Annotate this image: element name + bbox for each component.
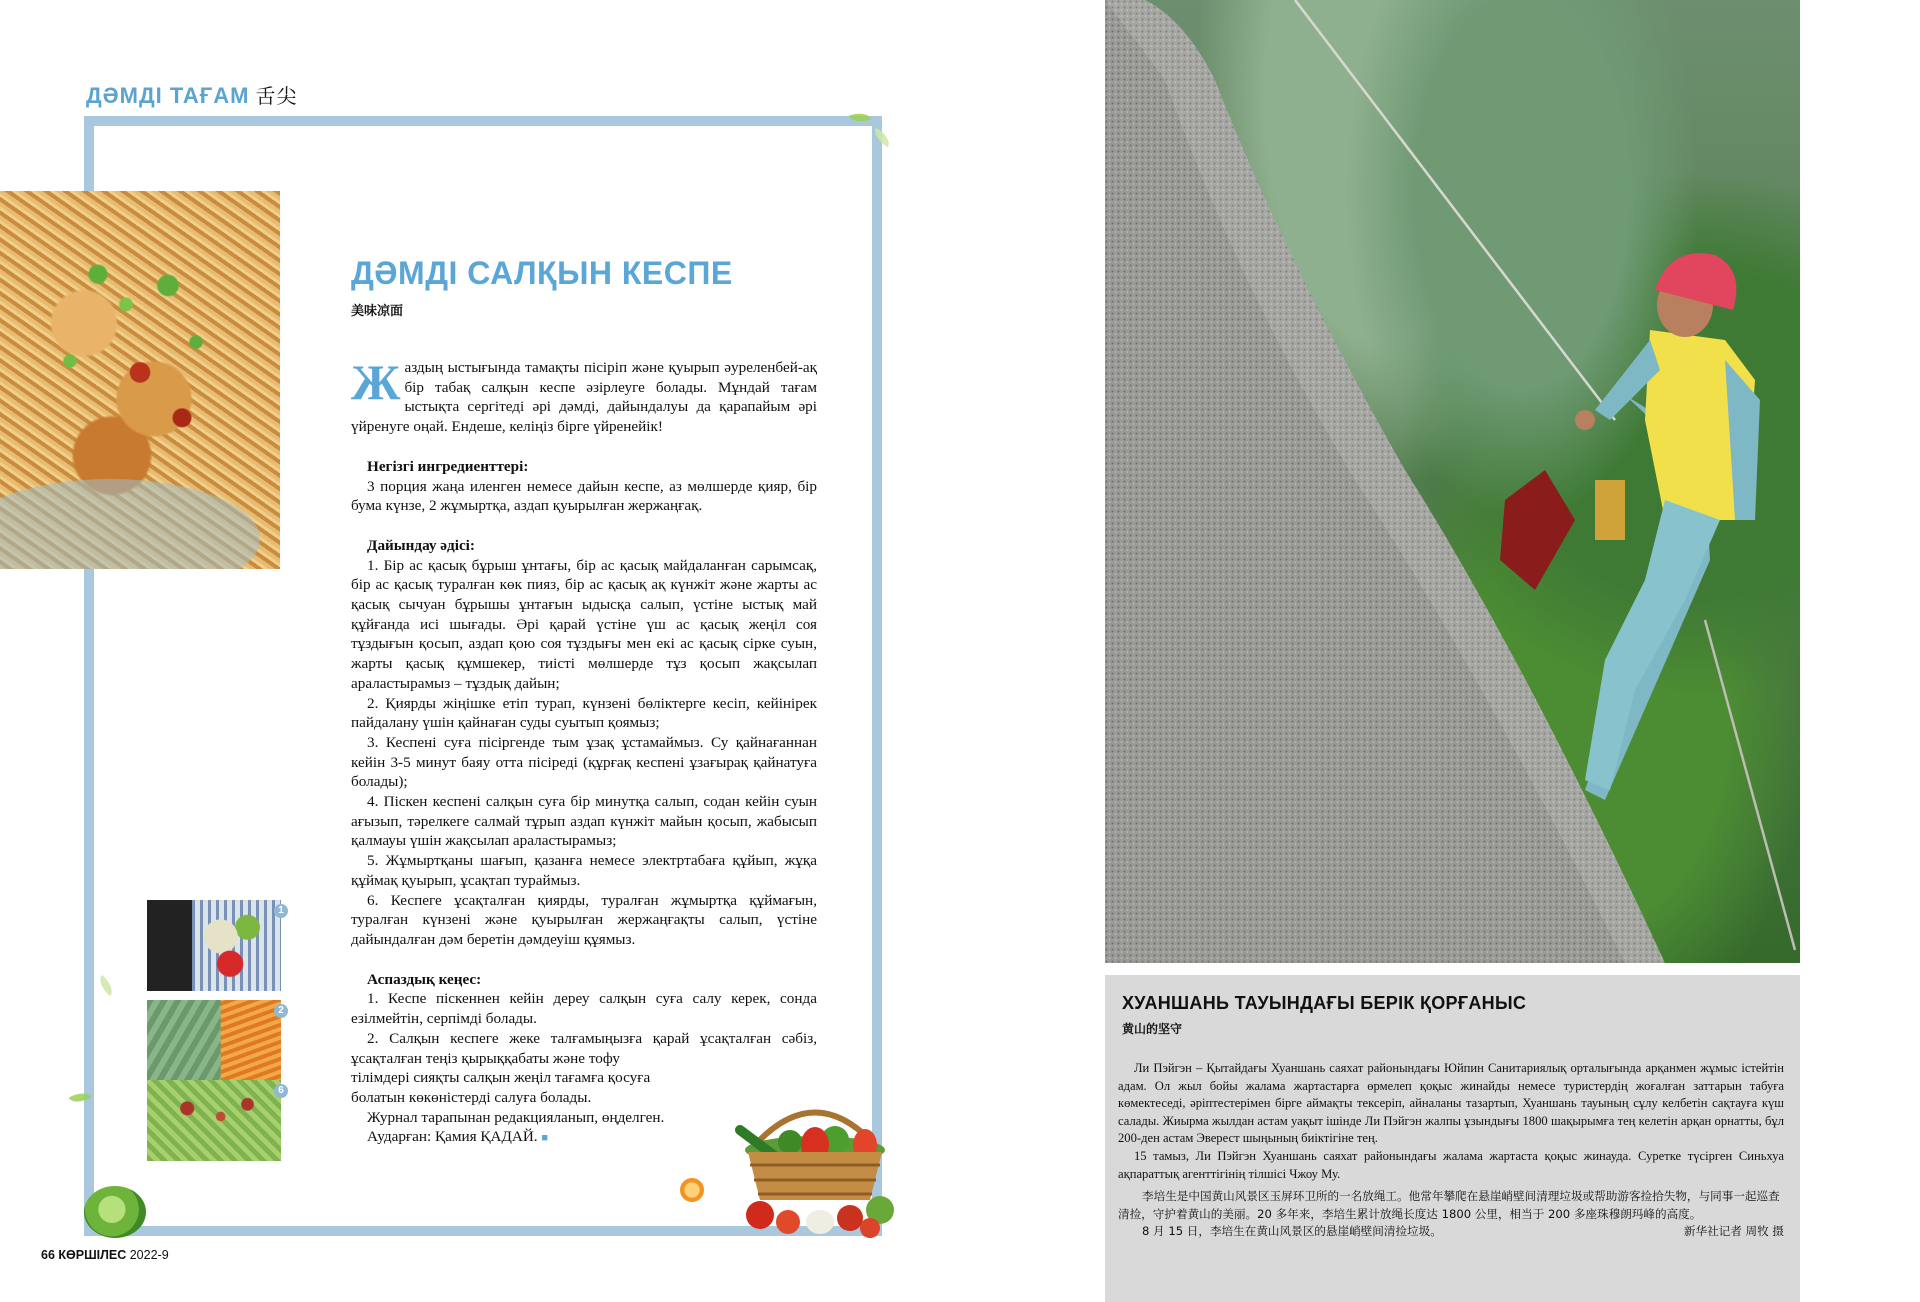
caption-subtitle-cn: 黄山的坚守 [1122, 1022, 1183, 1036]
method-step: 2. Қиярды жіңішке етіп турап, күнзені бөліктерге кесіп, кейінірек пайдалану үшін қайнаған суды суытып қоямыз; [351, 694, 817, 732]
recipe-article [351, 354, 817, 1149]
step-photo-peanuts [147, 1080, 281, 1161]
cliff-climber-photo [1105, 0, 1800, 963]
noodle-dish-photo [0, 191, 280, 569]
method-step: 6. Кеспеге ұсақталған қиярды, туралған жұмыртқа құймағын, туралған күнзені және қуырылған жержаңғақты салып, үстіне дайындалған дәм беретін дәмдеуіш құямыз. [351, 891, 817, 948]
orange-slice-decoration [680, 1178, 704, 1202]
editor-note: Журнал тарапынан редакцияланып, өңделген. [367, 1108, 665, 1126]
section-header-title-cn: 舌尖 [255, 86, 298, 108]
tip-text: тілімдері сияқты салқын жеңіл тағамға қосуға [351, 1069, 651, 1087]
caption-paragraph: Ли Пэйгэн – Қытайдағы Хуаншань саяхат районындағы Юйпин Санитариялық орталығында арқанмен жұмыс істейтін адам. Ол жыл бойы жалама жартастарға өрмелеп қоқыс жинайды немесе туристердің жоғалған заттарын табуға көмектеседі, әріптестерімен бірге аймақты тексеріп, айналаны тазартып, Хуаншань тауының сұлу келбетін сақтауға күш салады. Жиырма жылдан астам уақыт ішінде Ли Пэйгэн жалпы ұзындығы 1800 шақырымға тең келетін арқан орнатты, бұл 200-ден астам Эверест шыңының биіктігіне тең. [1118, 1061, 1784, 1146]
ingredients-text: 3 порция жаңа иленген немесе дайын кеспе, аз мөлшерде қияр, бір бума күнзе, 2 жұмыртқа, аздап қуырылған жержаңғақ. [351, 477, 817, 515]
magazine-name: КӨРШІЛЕС [58, 1248, 127, 1262]
climber-figure [1105, 0, 1800, 963]
caption-paragraph-cn: 8 月 15 日，李培生在黄山风景区的悬崖峭壁间清捡垃圾。 [1142, 1224, 1442, 1239]
page-number: 66 [41, 1248, 55, 1262]
vegetable-basket-illustration [720, 1090, 910, 1240]
caption-text-cn [1118, 1188, 1784, 1241]
ingredients-heading: Негізгі ингредиенттері: [367, 457, 529, 475]
step-number-badge: 6 [274, 1084, 288, 1098]
method-step: 3. Кеспені суға пісіргенде тым ұзақ ұстамаймыз. Су қайнағаннан кейін 3-5 минут баяу отта пісіреді (құрғақ кеспені ұзағырақ қайнатуға болады); [351, 733, 817, 791]
section-header-title: ДӘМДІ ТАҒАМ [86, 83, 250, 108]
caption-paragraph-cn: 李培生是中国黄山风景区玉屏环卫所的一名放绳工。他常年攀爬在悬崖峭壁间清理垃圾或帮助游客捡拾失物，与同事一起巡查清捡，守护着黄山的美丽。20 多年来，李培生累计放绳长度达 1800 公里，相当于 200 多座珠穆朗玛峰的高度。 [1118, 1189, 1780, 1221]
method-step: 4. Піскен кеспені салқын суға бір минутқа салып, содан кейін суын ағызып, тәрелкеге салмай тұрып аздап күнжіт майын қосып, жабысып қалмауы үшін жақсылап араластырамыз; [351, 793, 817, 850]
tip-text: 2. Салқын кеспеге жеке талғамыңызға қарай ұсақталған сәбіз, ұсақталған теңіз қырыққабаты және тофу [351, 1029, 817, 1067]
step-number-badge: 1 [274, 904, 288, 918]
step-photo-sauce [147, 900, 281, 991]
photo-credit-cn: 新华社记者 周牧 摄 [1683, 1224, 1784, 1239]
tips-heading: Аспаздық кеңес: [367, 970, 482, 988]
issue-number: 2022-9 [129, 1248, 169, 1262]
tip-text: болатын көкөністерді салуға болады. [351, 1088, 592, 1106]
end-mark: ■ [541, 1132, 549, 1145]
page-folio [41, 1248, 169, 1262]
recipe-subtitle-cn: 美味凉面 [351, 303, 404, 318]
step-number-badge: 2 [274, 1004, 288, 1018]
lettuce-decoration [84, 1186, 146, 1238]
step-photo-vegetables [147, 1000, 281, 1091]
caption-title: ХУАНШАНЬ ТАУЫНДАҒЫ БЕРІК ҚОРҒАНЫС [1122, 993, 1527, 1013]
caption-paragraph: 15 тамыз, Ли Пэйгэн Хуаншань саяхат районындағы жалама жартаста қоқыс жинауда. Суретке түсірген Синьхуа ақпараттық агенттігінің тілшісі Чжоу Му. [1118, 1148, 1784, 1181]
method-step: 1. Бір ас қасық бұрыш ұнтағы, бір ас қасық майдаланған сарымсақ, бір ас қасық туралған көк пияз, бір ас қасық ақ күнжіт және жарты ас қасық сычуан бұрышы ұнтағын ыдысқа салып, үстіне ыстық май құйғанда исі шығады. Әрі қарай үстіне үш ас қасық жеңіл соя тұздығын қосып, аздап қою соя тұздығы мен екі ас қасық сірке суын, жарты қасық құмшекер, тиісті мөлшерде тұз қосып жақсылап араластырамыз – тұздық дайын; [351, 556, 817, 692]
recipe-title: ДӘМДІ САЛҚЫН КЕСПЕ [351, 255, 733, 291]
intro-paragraph: аздың ыстығында тамақты пісіріп және қуырып әуреленбей-ақ бір табақ салқын кеспе әзірлеуге болады. Мұндай тағам ыстықта сергітеді әрі дәмді, дайындалуы да қарапайым әрі үйренуге оңай. Ендеше, келіңіз бірге үйренейік! [351, 359, 817, 436]
drop-cap: Ж [351, 354, 401, 410]
method-heading: Дайындау әдісі: [367, 536, 475, 554]
method-step: 5. Жұмыртқаны шағып, қазанға немесе электртабаға құйып, жұқа құймақ қуырып, ұсақтап тураймыз. [351, 852, 817, 889]
translator-credit: Аударған: Қамия ҚАДАЙ. [367, 1128, 538, 1146]
tip-text: 1. Кеспе піскеннен кейін дереу салқын суға салу керек, сонда езілмейтін, серпімді болады. [351, 990, 817, 1028]
section-header [86, 80, 298, 109]
caption-text [1118, 1060, 1784, 1183]
